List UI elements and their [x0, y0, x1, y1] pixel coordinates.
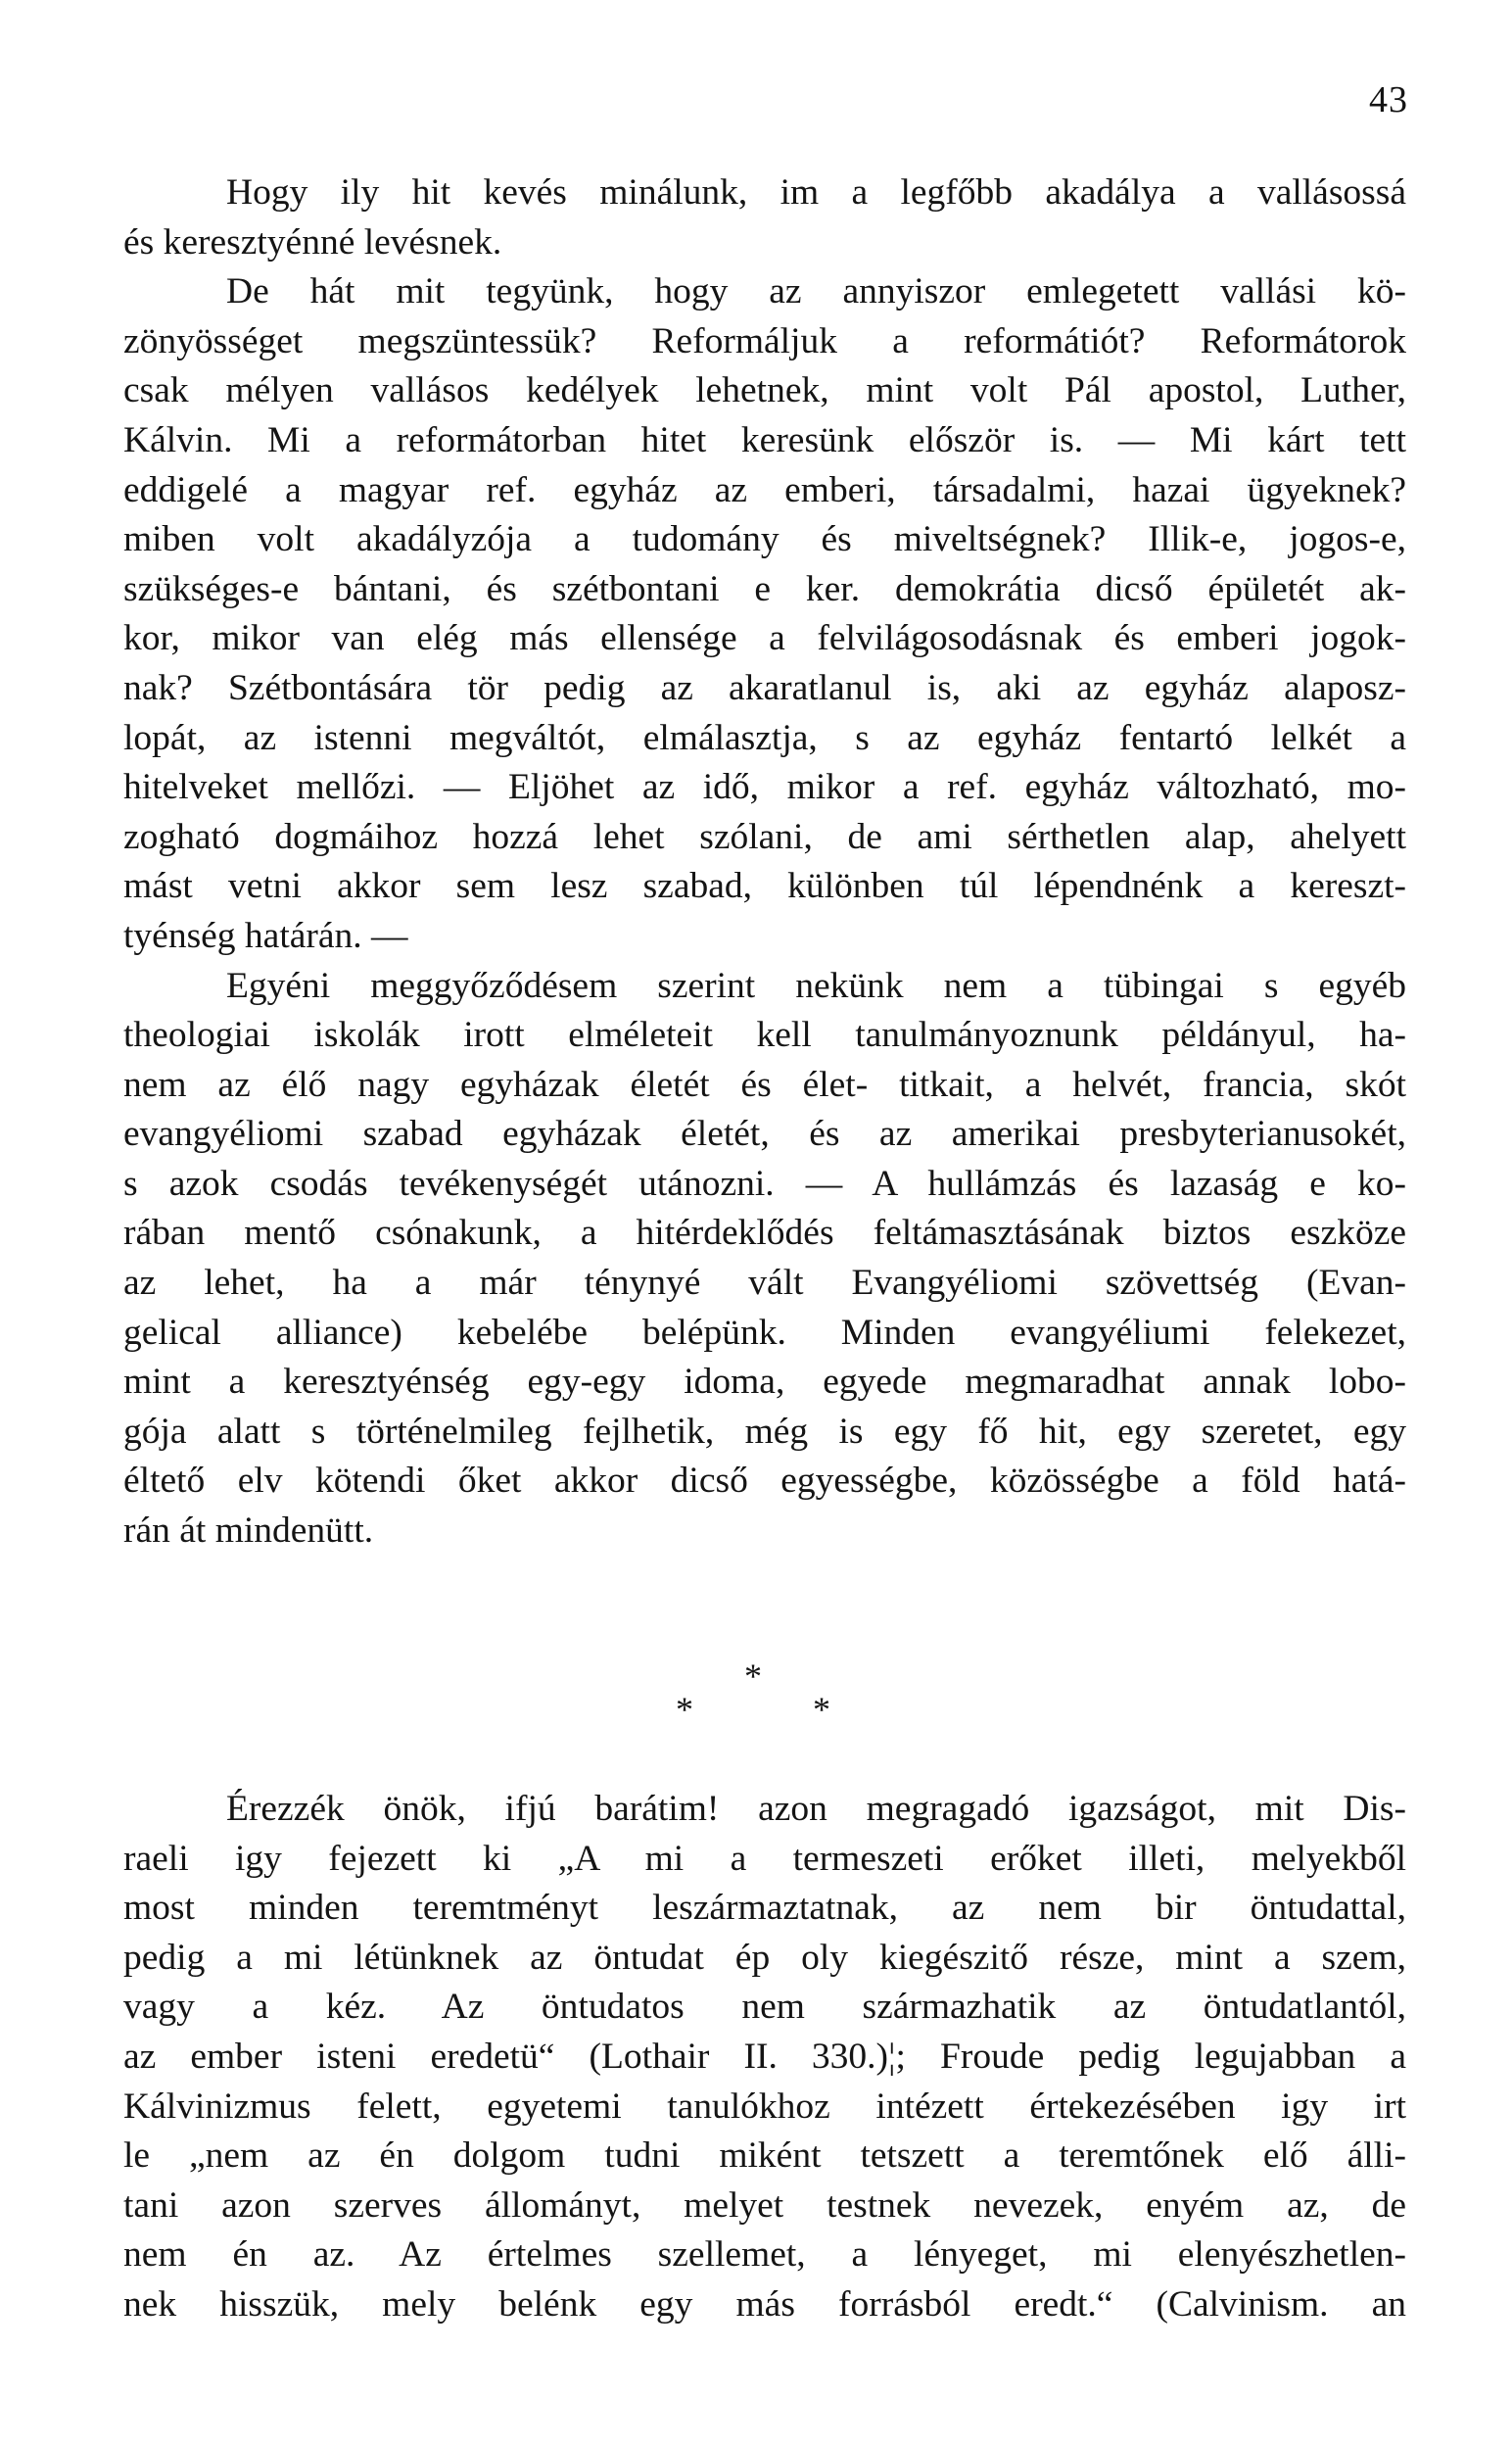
text-line: tyénség határán. —	[123, 915, 408, 956]
text-line: vagy a kéz. Az öntudatos nem származhatik az öntudatlantól,	[123, 1987, 1406, 2028]
text-line: De hát mit tegyünk, hogy az annyiszor emlegetett vallási kö-	[226, 271, 1406, 312]
page-number: 43	[1369, 79, 1408, 120]
text-line: theologiai iskolák irott elméleteit kell tanulmányoznunk példányul, ha-	[123, 1015, 1406, 1056]
text-line: az ember isteni eredetü“ (Lothair II. 330.)¦; Froude pedig legujabban a	[123, 2036, 1406, 2077]
text-line: lopát, az istenni megváltót, elmálasztja, s az egyház fentartó lelkét a	[123, 717, 1406, 758]
asterisk-left: *	[676, 1690, 693, 1729]
text-block-upper	[123, 168, 1406, 1557]
text-line: gelical alliance) kebelébe belépünk. Minden evangyéliumi felekezet,	[123, 1312, 1406, 1353]
text-line: éltető elv kötendi őket akkor dicső egyességbe, közösségbe a föld hatá-	[123, 1461, 1406, 1502]
text-line: mint a keresztyénség egy-egy idoma, egyede megmaradhat annak lobo-	[123, 1362, 1406, 1403]
text-line: csak mélyen vallásos kedélyek lehetnek, mint volt Pál apostol, Luther,	[123, 370, 1406, 411]
text-line: gója alatt s történelmileg fejlhetik, még is egy fő hit, egy szeretet, egy	[123, 1411, 1406, 1452]
text-line: és keresztyénné levésnek.	[123, 221, 502, 263]
text-line: rán át mindenütt.	[123, 1511, 374, 1552]
text-line: nek hisszük, mely belénk egy más forrásból eredt.“ (Calvinism. an	[123, 2283, 1406, 2325]
text-line: s azok csodás tevékenységét utánozni. — A hullámzás és lazaság e ko-	[123, 1163, 1406, 1204]
text-line: szükséges-e bántani, és szétbontani e ker. demokrátia dicső épületét ak-	[123, 568, 1406, 609]
text-line: pedig a mi létünknek az öntudat ép oly kiegészitő része, mint a szem,	[123, 1937, 1406, 1978]
text-line: Egyéni meggyőződésem szerint nekünk nem a tübingai s egyéb	[226, 965, 1406, 1006]
text-line: most minden teremtményt leszármaztatnak, az nem bir öntudattal,	[123, 1888, 1406, 1929]
text-line: nem az élő nagy egyházak életét és élet- titkait, a helvét, francia, skót	[123, 1064, 1406, 1105]
text-line: evangyéliomi szabad egyházak életét, és az amerikai presbyterianusokét,	[123, 1114, 1406, 1155]
text-line: Érezzék önök, ifjú barátim! azon megragadó igazságot, mit Dis-	[226, 1789, 1406, 1829]
text-line: mást vetni akkor sem lesz szabad, különben túl lépendnénk a kereszt-	[123, 866, 1406, 907]
asterisk-top: *	[744, 1656, 762, 1696]
text-line: az lehet, ha a már ténynyé vált Evangyéliomi szövettség (Evan-	[123, 1263, 1406, 1304]
text-line: hitelveket mellőzi. — Eljöhet az idő, mikor a ref. egyház változható, mo-	[123, 767, 1406, 808]
text-line: kor, mikor van elég más ellensége a felvilágosodásnak és emberi jogok-	[123, 618, 1406, 659]
text-line: tani azon szerves állományt, melyet testnek nevezek, enyém az, de	[123, 2184, 1406, 2226]
asterisk-right: *	[813, 1690, 830, 1729]
text-line: miben volt akadályzója a tudomány és miveltségnek? Illik-e, jogos-e,	[123, 519, 1406, 560]
text-line: rában mentő csónakunk, a hitérdeklődés feltámasztásának biztos eszköze	[123, 1213, 1406, 1254]
section-break-asterism	[0, 1655, 1512, 1744]
text-line: nem én az. Az értelmes szellemet, a lényeget, mi elenyészhetlen-	[123, 2234, 1406, 2276]
text-line: Kálvinizmus felett, egyetemi tanulókhoz intézett értekezésében igy irt	[123, 2086, 1406, 2127]
text-line: zogható dogmáihoz hozzá lehet szólani, de ami sérthetlen alap, ahelyett	[123, 816, 1406, 857]
text-block-lower	[123, 1785, 1406, 2330]
text-line: zönyösséget megszüntessük? Reformáljuk a reformátiót? Reformátorok	[123, 320, 1406, 361]
text-line: raeli igy fejezett ki „A mi a termeszeti erőket illeti, melyekből	[123, 1838, 1406, 1879]
text-line: nak? Szétbontására tör pedig az akaratlanul is, aki az egyház alaposz-	[123, 667, 1406, 708]
text-line: eddigelé a magyar ref. egyház az emberi, társadalmi, hazai ügyeknek?	[123, 469, 1406, 510]
text-line: Hogy ily hit kevés minálunk, im a legfőbb akadálya a vallásossá	[226, 172, 1406, 213]
text-line: le „nem az én dolgom tudni miként tetszett a teremtőnek elő álli-	[123, 2135, 1406, 2177]
text-line: Kálvin. Mi a reformátorban hitet keresünk először is. — Mi kárt tett	[123, 419, 1406, 460]
